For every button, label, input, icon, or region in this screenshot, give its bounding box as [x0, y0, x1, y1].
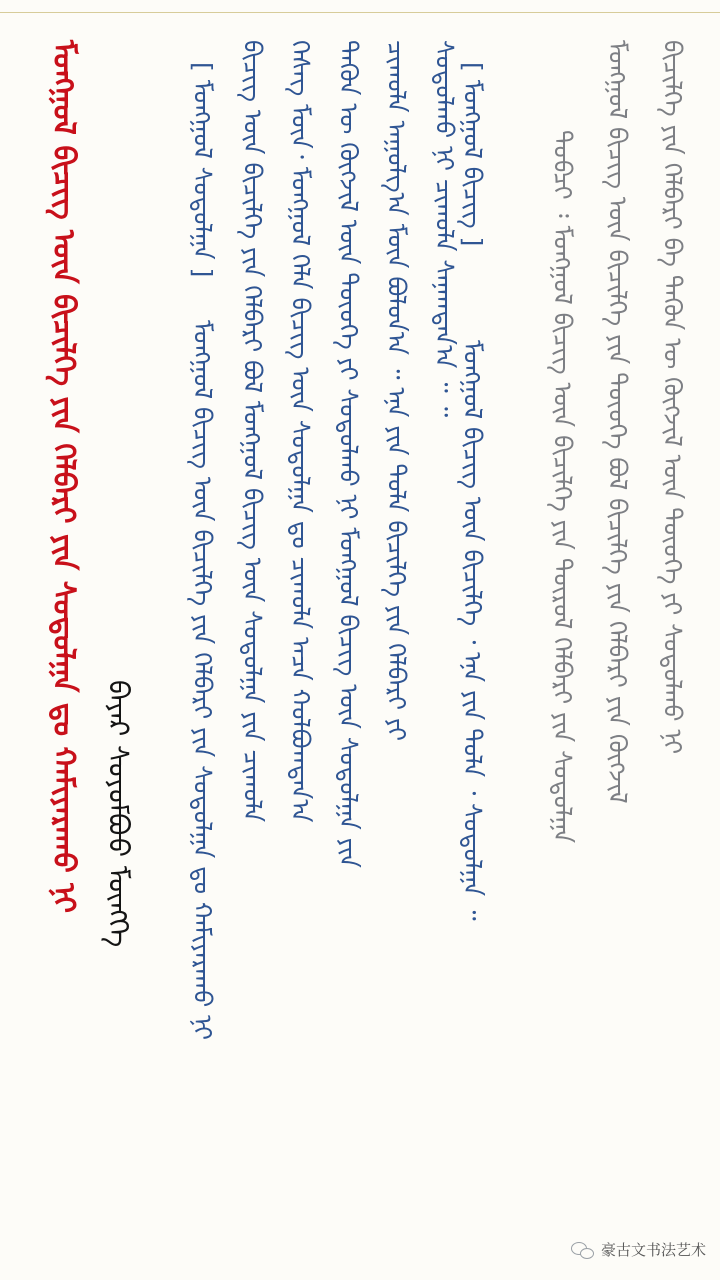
bracket-open: [ ᠮᠣᠩᠭᠣᠯ ᠰᠤᠳᠤᠯᠭᠠ ]: [188, 62, 217, 278]
bracket-close: [ ᠮᠣᠩᠭᠣᠯ ᠪᠢᠴᠢᠭ ]: [458, 62, 487, 247]
wechat-icon: [571, 1241, 595, 1259]
body-line: ᠲᠡᠭᠦᠨ ᠦ ᠬᠥᠭᠵᠢᠯ ᠦᠨ ᠲᠦᠦᠬᠡ ᠶᠢ ᠰᠤᠳᠤᠯᠬᠤ ᠨᠢ ᠮᠣᠩᠭᠣᠯ ᠪᠢᠴᠢᠭ ᠦᠨ ᠰᠤᠳᠤᠯᠭᠠ ᠶᠢᠨ: [334, 40, 363, 868]
body-line: ᠮᠣᠩᠭᠣᠯ ᠪᠢᠴᠢᠭ ᠦᠨ ᠪᠢᠴᠢᠯᠭᠡ ᠶᠢᠨ ᠬᠡᠯᠪᠡᠷᠢ ᠶᠢᠨ ᠰᠤᠳᠤᠯᠭᠠ ᠳᠤ ᠬᠠᠮᠢᠶᠠᠷᠠᠬᠤ ᠨᠢ: [188, 320, 217, 1040]
top-rule: [0, 12, 720, 13]
author-line: ᠪᠠᠶᠠᠷ ᠰᠣᠶᠣᠮᠪᠤᠤ ᠮᠥᠩᠬᠡ: [102, 680, 135, 948]
watermark: [571, 1239, 706, 1260]
body-line: ᠬᠡᠰᠡᠭ ᠮᠥᠨ᠂ ᠮᠣᠩᠭᠣᠯ ᠬᠡᠯᠡ ᠪᠢᠴᠢᠭ ᠦᠨ ᠰᠤᠳᠤᠯᠭᠠ ᠳᠤ ᠴᠢᠬᠤᠯᠠ ᠠᠴᠠ ᠬᠣᠯᠪᠣᠭᠳᠠᠨ᠎ᠠ: [286, 40, 315, 823]
abstract-line: ᠲᠣᠪᠴᠢ ᠄ ᠮᠣᠩᠭᠣᠯ ᠪᠢᠴᠢᠭ ᠦᠨ ᠪᠢᠴᠢᠯᠭᠡ ᠶᠢᠨ ᠲᠥᠷᠥᠯ ᠬᠡᠯᠪᠡᠷᠢ ᠶᠢᠨ ᠰᠤᠳᠤᠯᠭᠠ: [548, 130, 577, 844]
watermark-text: 豪古文书法艺术: [600, 1241, 706, 1259]
abstract-line: ᠪᠢᠴᠢᠯᠭᠡ ᠶᠢᠨ ᠬᠡᠯᠪᠡᠷᠢ ᠪᠠ ᠲᠡᠭᠦᠨ ᠦ ᠬᠥᠭᠵᠢᠯ ᠦᠨ ᠲᠦᠦᠬᠡ ᠶᠢ ᠰᠤᠳᠤᠯᠬᠤ ᠨᠢ: [658, 40, 687, 755]
body-line: ᠮᠣᠩᠭᠣᠯ ᠪᠢᠴᠢᠭ ᠦᠨ ᠪᠢᠴᠢᠯᠭᠡ ᠂ ᠡᠨᠡ ᠶᠢᠨ ᠲᠤᠯᠠ ᠂ ᠰᠤᠳᠤᠯᠭᠠ ᠃: [458, 340, 487, 921]
article-title: ᠮᠣᠩᠭᠣᠯ ᠪᠢᠴᠢᠭ ᠦᠨ ᠪᠢᠴᠢᠯᠭᠡ ᠶᠢᠨ ᠬᠡᠯᠪᠡᠷᠢ ᠶᠢᠨ ᠰᠤᠳᠤᠯᠭᠠ ᠳᠤ ᠬᠠᠮᠢᠶᠠᠷᠠᠬᠤ ᠨᠢ: [46, 40, 81, 914]
abstract-line: ᠮᠣᠩᠭᠣᠯ ᠪᠢᠴᠢᠭ ᠦᠨ ᠪᠢᠴᠢᠯᠭᠡ ᠶᠢᠨ ᠲᠦᠦᠬᠡ ᠪᠣᠯ ᠪᠢᠴᠢᠯᠭᠡ ᠶᠢᠨ ᠬᠡᠯᠪᠡᠷᠢ ᠶᠢᠨ ᠬᠥᠭᠵᠢᠯ: [603, 40, 632, 804]
body-line: ᠪᠢᠴᠢᠭ ᠦᠨ ᠪᠢᠴᠢᠯᠭᠡ ᠶᠢᠨ ᠬᠡᠯᠪᠡᠷᠢ ᠪᠣᠯ ᠮᠣᠩᠭᠣᠯ ᠪᠢᠴᠢᠭ ᠦᠨ ᠰᠤᠳᠤᠯᠭᠠ ᠶᠢᠨ ᠴᠢᠬᠤᠯᠠ: [238, 40, 267, 823]
body-line: ᠰᠤᠳᠤᠯᠬᠤ ᠨᠢ ᠴᠢᠬᠤᠯᠠ ᠰᠠᠨᠠᠭᠳᠠᠨ᠎ᠠ ᠃ ᠃: [430, 40, 459, 418]
body-line: ᠴᠢᠬᠤᠯᠠ ᠠᠭᠤᠯᠭ᠎ᠠ ᠮᠥᠨ ᠪᠣᠯᠣᠨ᠎ᠠ ᠃ ᠡᠨᠡ ᠶᠢᠨ ᠲᠤᠯᠠ ᠪᠢᠴᠢᠯᠭᠡ ᠶᠢᠨ ᠬᠡᠯᠪᠡᠷᠢ ᠶᠢ: [382, 40, 411, 741]
